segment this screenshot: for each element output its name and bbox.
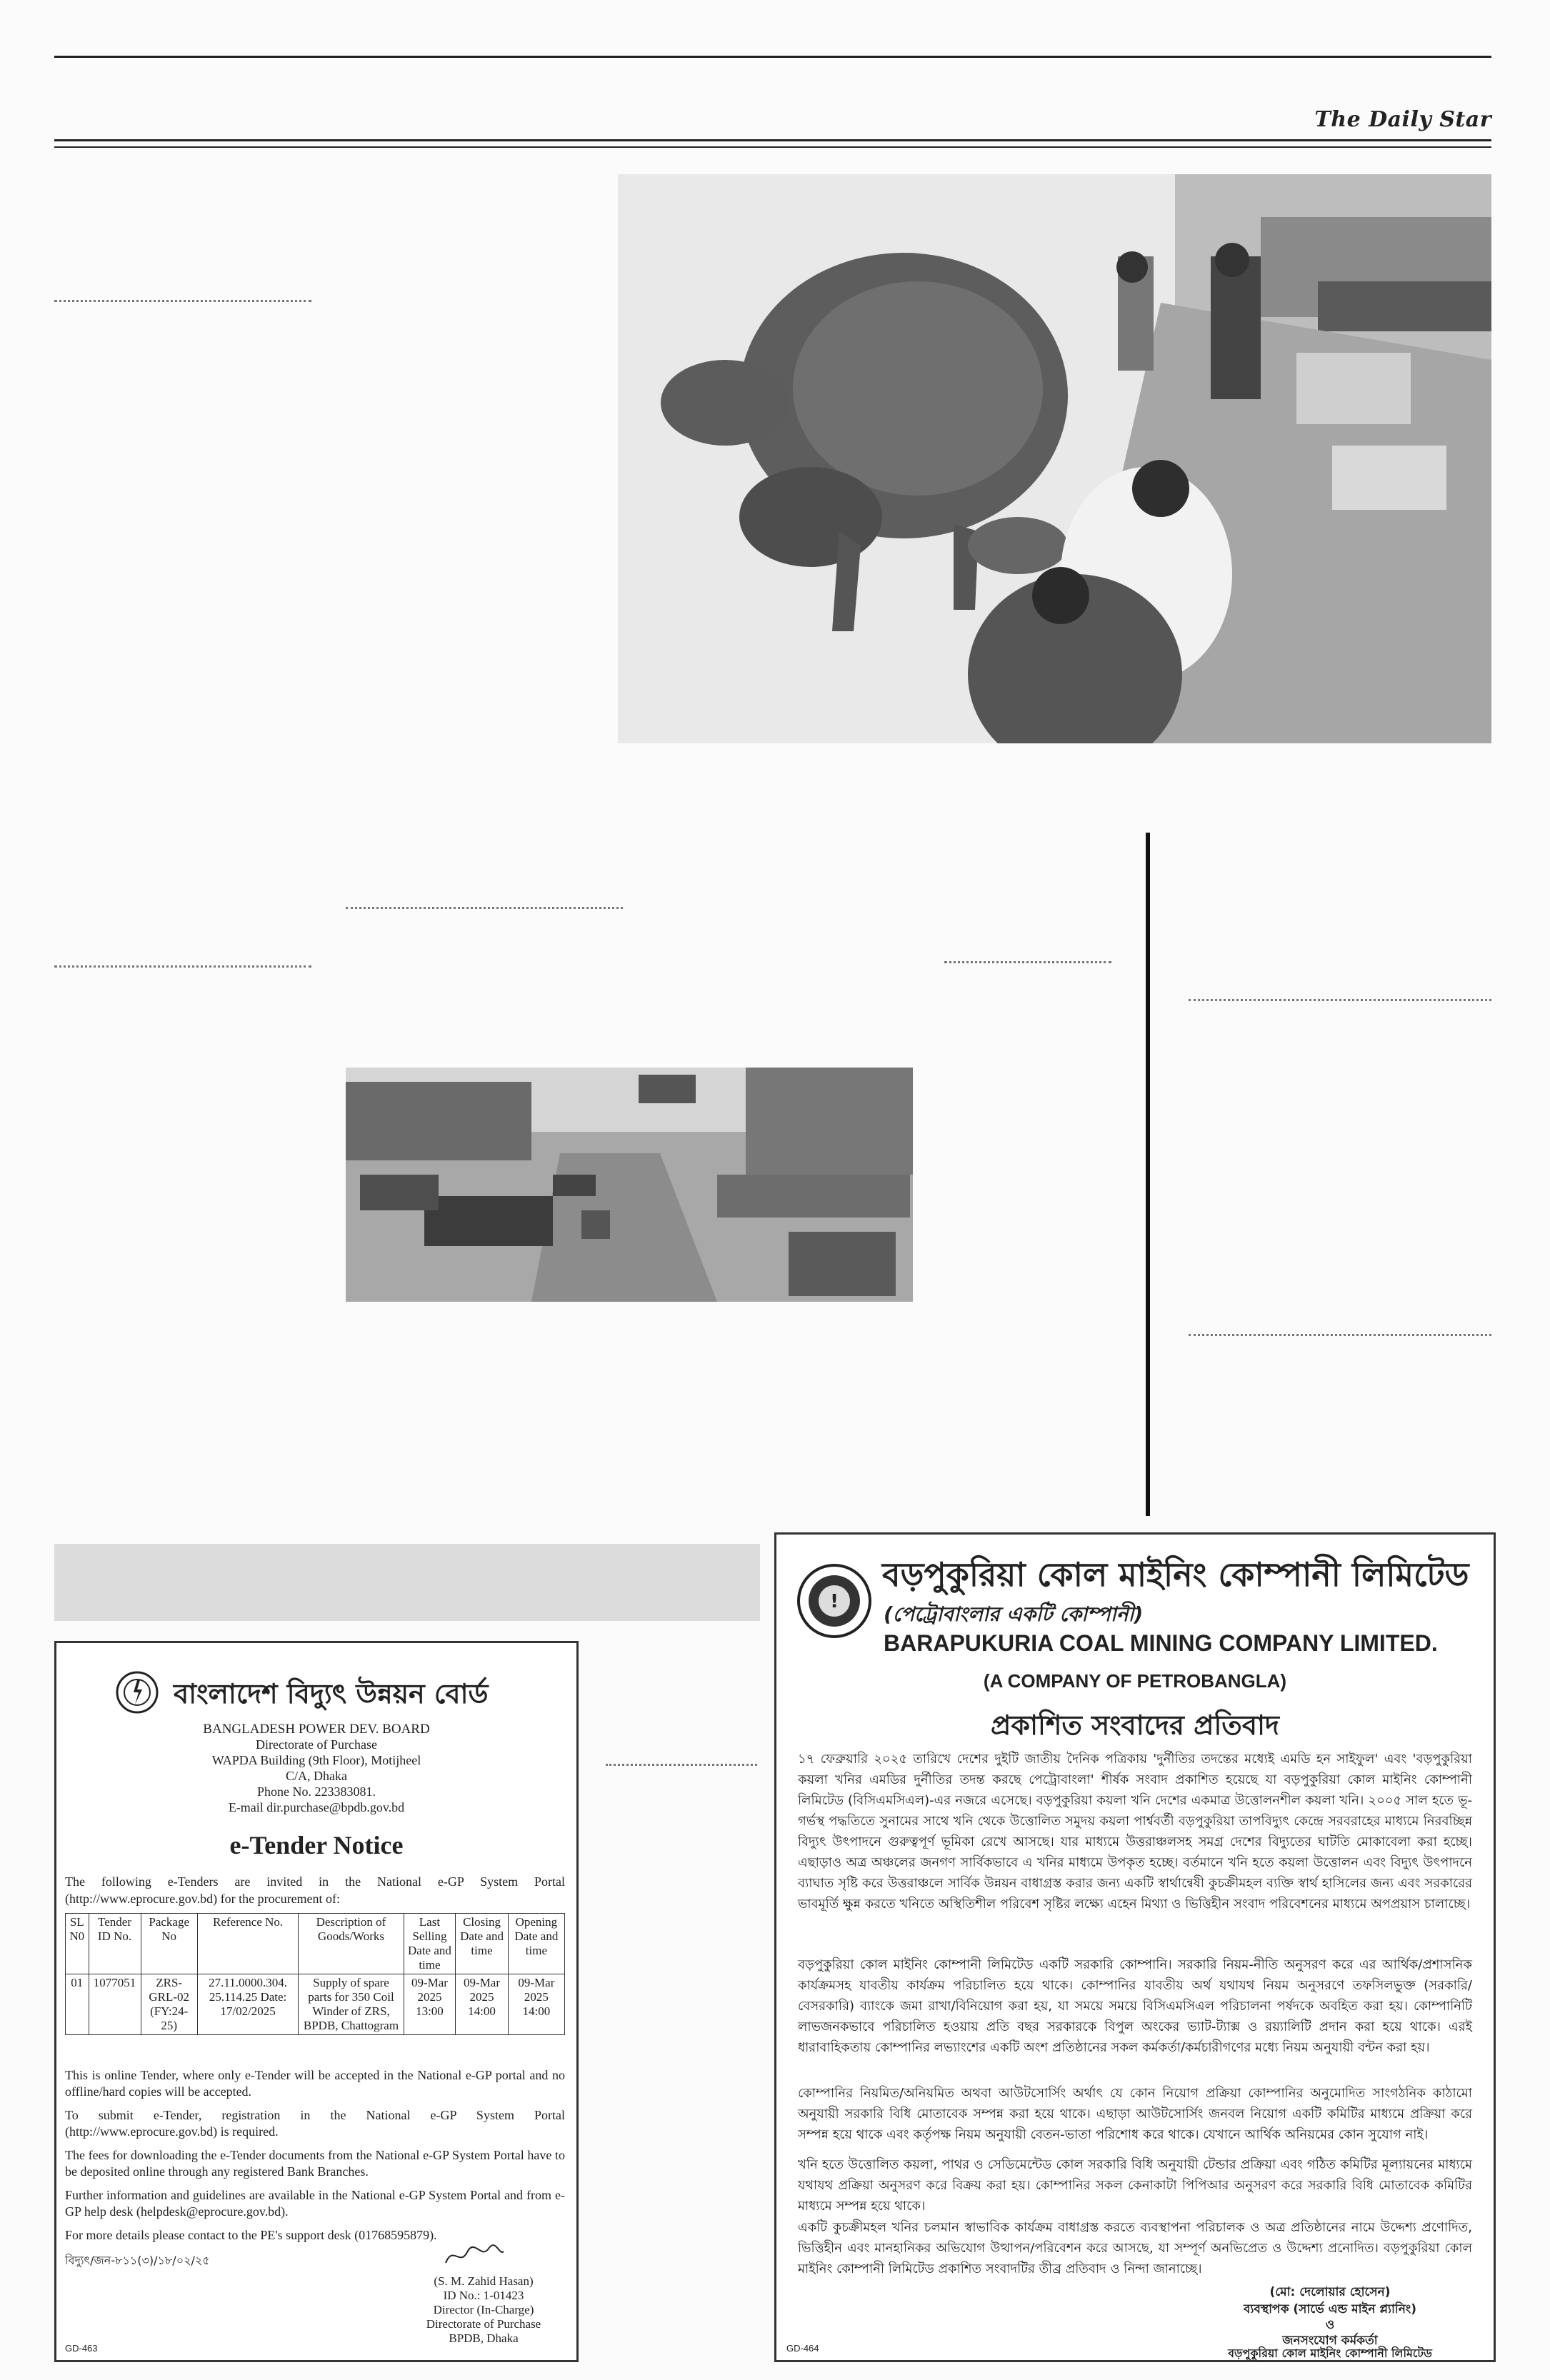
- bpdb-tender-ad: [54, 1641, 579, 2362]
- table-header: Description of Goods/Works: [299, 1914, 404, 1974]
- bpdb-email: E-mail dir.purchase@bpdb.gov.bd: [228, 1800, 405, 1814]
- table-cell: 09-Mar 2025 14:00: [456, 1974, 509, 2035]
- tender-note: To submit e-Tender, registration in the National e-GP System Portal (http://www.eprocure.gov.bd) is required.: [65, 2108, 565, 2139]
- section-separator: [54, 300, 311, 302]
- rejoinder-title: প্রকাশিত সংবাদের প্রতিবাদ: [991, 1709, 1279, 1741]
- rejoinder-paragraph: একটি কুচক্রীমহল খনির চলমান স্বাভাবিক কার্যক্রম বাধাগ্রস্ত করতে ব্যবস্থাপনা পরিচালক ও অত্র প্রতিষ্ঠানের নামে উদ্দেশ্য প্রণোদিত, ভিত্তিহীন এবং মানহানিকর অভিযোগ উত্থাপন/পরিবেশন করে আসছে, যা সম্পূর্ণ অনভিপ্রেত ও উদ্দেশ্য প্রনোদিত। বড়পুকুরিয়া কোল মাইনিং কোম্পানী লিমিটেড প্রকাশিত সংবাদটির তীব্র প্রতিবাদ ও নিন্দা জানাচ্ছে।: [798, 2220, 1472, 2276]
- bcmcl-name-bangla: বড়পুকুরিয়া কোল মাইনিং কোম্পানী লিমিটেড: [882, 1555, 1469, 1594]
- gd-number: GD-463: [65, 2343, 98, 2354]
- table-header: Opening Date and time: [508, 1914, 564, 1974]
- bpdb-logo-icon: [115, 1670, 159, 1714]
- rejoinder-paragraph: কোম্পানির নিয়মিত/অনিয়মিত অথবা আউটসোর্সিং অর্থাৎ যে কোন নিয়োগ প্রক্রিয়া কোম্পানির অনুমোদিত সাংগঠনিক কাঠামো অনুযায়ী সরকারি বিধি মোতাবেক সম্পন্ন করা হয়ে থাকে। এছাড়া আউটসোর্সিং জনবল নিয়োগ একটি কমিটির মাধ্যমে প্রক্রিয়া করে সম্পন্ন হয়ে থাকে এবং কর্তৃপক্ষ নিয়ম অনুযায়ী বেতন-ভাতা পরিশোধ করে থাকে। যেখানে আর্থিক অনিয়মের কোন সুযোগ নাই।: [798, 2086, 1472, 2142]
- tender-intro: The following e-Tenders are invited in the National e-GP System Portal (http://www.eprocure.gov.bd) for the procurement of:: [65, 1874, 565, 1906]
- tender-note: The fees for downloading the e-Tender documents from the National e-GP System Portal have to be deposited online through any registered Bank Branches.: [65, 2148, 565, 2179]
- bpdb-name-bangla: বাংলাদেশ বিদ্যুৎ উন্নয়ন বোর্ড: [174, 1678, 489, 1709]
- section-separator: [944, 961, 1111, 963]
- signer-name: (S. M. Zahid Hasan): [434, 2274, 534, 2288]
- mural-painting-photo-icon: [618, 174, 1491, 743]
- traffic-photo: [346, 1068, 913, 1302]
- bpdb-address-line1: WAPDA Building (9th Floor), Motijheel: [211, 1753, 421, 1767]
- signature-icon: [442, 2241, 506, 2270]
- bpdb-directorate: Directorate of Purchase: [256, 1737, 377, 1752]
- table-cell: 09-Mar 2025 13:00: [404, 1974, 456, 2035]
- section-separator: [606, 1764, 757, 1766]
- table-cell: ZRS-GRL-02 (FY:24-25): [141, 1974, 197, 2035]
- signer-dept: Directorate of Purchase: [426, 2317, 541, 2331]
- table-header: Reference No.: [197, 1914, 299, 1974]
- street-traffic-photo-icon: [346, 1068, 913, 1302]
- section-separator: [54, 965, 311, 968]
- tender-note: Further information and guidelines are available in the National e-GP System Portal and from e-GP help desk (helpdesk@eprocure.gov.bd).: [65, 2188, 565, 2219]
- memo-number: বিদ্যুৎ/জন-৮১১(৩)/১৮/০২/২৫: [65, 2254, 210, 2267]
- signer-place: BPDB, Dhaka: [449, 2331, 519, 2345]
- signer-title: Director (In-Charge): [433, 2303, 534, 2316]
- signatory-title: ব্যবস্থাপক (সার্ভে এন্ড মাইন প্ল্যানিং): [1244, 2302, 1416, 2316]
- table-cell: 01: [66, 1974, 89, 2035]
- signatory-role: জনসংযোগ কর্মকর্তা: [1282, 2334, 1378, 2348]
- bpdb-name-english: BANGLADESH POWER DEV. BOARD: [203, 1722, 430, 1737]
- section-separator: [1189, 999, 1491, 1001]
- masthead-logo: The Daily Star: [1314, 107, 1491, 132]
- bcmcl-rejoinder-ad: [774, 1532, 1496, 2362]
- tender-notice-title: e-Tender Notice: [229, 1831, 404, 1859]
- bpdb-address-line2: C/A, Dhaka: [286, 1769, 347, 1783]
- table-header: Tender ID No.: [89, 1914, 141, 1974]
- tender-note: This is online Tender, where only e-Tender will be accepted in the National e-GP portal and no offline/hard copies will be accepted.: [65, 2068, 565, 2099]
- rejoinder-paragraph: বড়পুকুরিয়া কোল মাইনিং কোম্পানী লিমিটেড একটি সরকারি কোম্পানি। সরকারি নিয়ম-নীতি অনুসরণ করে এর আর্থিক/প্রশাসনিক কার্যক্রমসহ যাবতীয় কার্যক্রম পরিচালিত হয়ে থাকে। কোম্পানির যাবতীয় অর্থ যথাযথ নিয়ম অনুসরণে তফসিলভুক্ত (সরকারি/বেসরকারি) ব্যাংকে জমা রাখা/বিনিয়োগ করা হয়, যা সময়ে সময়ে বিসিএমসিএল পরিচালনা পর্ষদকে অবহিত করা হয়। কোম্পানিটি লাভজনকভাবে পরিচালিত হওয়ায় প্রতি বছর সরকারকে বিপুল অংকের ভ্যাট-ট্যাক্স ও রয়্যালিটি প্রদান করা হয়ে থাকে। এরই ধারাবাহিকতায় কোম্পানির লভ্যাংশের একটি অংশ প্রতিষ্ঠানের সকল কর্মকর্তা/কর্মচারীগণের মধ্যে নিয়ম অনুযায়ী বন্টন করা হয়।: [798, 1957, 1472, 2055]
- table-cell: 27.11.0000.304. 25.114.25 Date: 17/02/2025: [197, 1974, 299, 2035]
- bpdb-phone: Phone No. 223383081.: [257, 1784, 376, 1799]
- table-header: SL N0: [66, 1914, 89, 1974]
- signer-id: ID No.: 1-01423: [443, 2289, 524, 2302]
- masthead-rule-top: [54, 139, 1491, 141]
- rejoinder-paragraph: ১৭ ফেব্রুয়ারি ২০২৫ তারিখে দেশের দুইটি জাতীয় দৈনিক পত্রিকায় 'দুর্নীতির তদন্তের মধ্যেই এমডি হন সাইফুল' এবং 'বড়পুকুরিয়া কয়লা খনির এমডির দুর্নীতির তদন্ত করছে পেট্রোবাংলা' শীর্ষক সংবাদ প্রকাশিত হয়েছে যা বড়পুকুরিয়া কোল মাইনিং কোম্পানী লিমিটেড (বিসিএমসিএল)-এর নজরে এসেছে। বড়পুকুরিয়া কয়লা খনি দেশের একমাত্র উত্তোলনশীল কয়লা খনি। ২০০৫ সাল হতে ভূ-গর্ভস্থ পদ্ধতিতে সুনামের সাথে খনি থেকে উত্তোলিত সমুদয় কয়লা পার্শ্ববর্তী বড়পুকুরিয়া তাপবিদ্যুৎ কেন্দ্রে সরবরাহের মাধ্যমে নিরবচ্ছিন্ন বিদ্যুৎ উৎপাদনে গুরুত্বপূর্ণ ভূমিকা রেখে আসছে। যার মাধ্যমে উত্তরাঞ্চলসহ সমগ্র দেশের বিদ্যুতের ঘাটতি মোকাবেলা করা হচ্ছে। এছাড়াও অত্র অঞ্চলের জনগণ সার্বিকভাবে এ খনির মাধ্যমে উপকৃত হচ্ছে। বর্তমানে খনি হতে কয়লা উত্তোলন এবং বিদ্যুৎ উৎপাদনে ব্যাঘাত সৃষ্টি করে উত্তরাঞ্চলে সার্বিক উন্নয়ন বাধাগ্রস্ত করার জন্য একটি স্বার্থান্বেষী কুচক্রীমহল ব্যক্তি স্বার্থ হাসিলের জন্য এবং সরকারের ভাবমূর্তি ক্ষুন্ন করতে খনিতে অস্থিতিশীল পরিবেশ সৃষ্টির লক্ষ্যে এহেন মিথ্যা ও ভিত্তিহীন সংবাদ পরিবেশনের মাধ্যমে অপপ্রয়াস চালাচ্ছে।: [798, 1752, 1472, 1912]
- tender-note: For more details please contact to the PE's support desk (01768595879).: [65, 2228, 437, 2242]
- tender-table-header-row: [66, 1914, 565, 1974]
- bcmcl-logo-icon: [795, 1562, 874, 1640]
- table-cell: 1077051: [89, 1974, 141, 2035]
- table-header: Package No: [141, 1914, 197, 1974]
- tender-table: [65, 1913, 565, 2035]
- column-rule: [1146, 833, 1150, 1516]
- bcmcl-subtitle-english: (A COMPANY OF PETROBANGLA): [983, 1670, 1287, 1692]
- signatory-company: বড়পুকুরিয়া কোল মাইনিং কোম্পানী লিমিটেড: [1228, 2346, 1432, 2360]
- rejoinder-paragraph: খনি হতে উত্তোলিত কয়লা, পাথর ও সেডিমেন্টেড কোল সরকারি বিধি অনুযায়ী টেন্ডার প্রক্রিয়া এবং গঠিত কমিটির মূল্যায়নের মাধ্যমে যথাযথ প্রক্রিয়া অনুসরণ করে বিক্রয় করা হয়। কোম্পানির সকল কেনাকাটা পিপিআর অনুসরণ করে সরকারি বিধি মোতাবেক কমিটির মাধ্যমে সম্পন্ন হয়ে থাকে।: [798, 2157, 1472, 2214]
- mural-photo: [618, 174, 1491, 743]
- table-row: [66, 1974, 565, 2035]
- gray-band: [54, 1544, 760, 1621]
- masthead-rule-bottom: [54, 146, 1491, 148]
- top-rule: [54, 56, 1491, 58]
- section-separator: [1189, 1334, 1491, 1336]
- signatory-name: (মো: দেলোয়ার হোসেন): [1269, 2285, 1391, 2299]
- section-separator: [346, 907, 623, 909]
- gd-number: GD-464: [786, 2343, 819, 2354]
- svg-text:!: !: [830, 1591, 839, 1612]
- table-cell: Supply of spare parts for 350 Coil Winder of ZRS, BPDB, Chattogram: [299, 1974, 404, 2035]
- table-cell: 09-Mar 2025 14:00: [508, 1974, 564, 2035]
- bcmcl-subtitle-bangla: (পেট্রোবাংলার একটি কোম্পানী): [884, 1602, 1144, 1626]
- table-header: Last Selling Date and time: [404, 1914, 456, 1974]
- bcmcl-name-english: BARAPUKURIA COAL MINING COMPANY LIMITED.: [884, 1630, 1438, 1656]
- signatory-and: ও: [1325, 2318, 1335, 2332]
- table-header: Closing Date and time: [456, 1914, 509, 1974]
